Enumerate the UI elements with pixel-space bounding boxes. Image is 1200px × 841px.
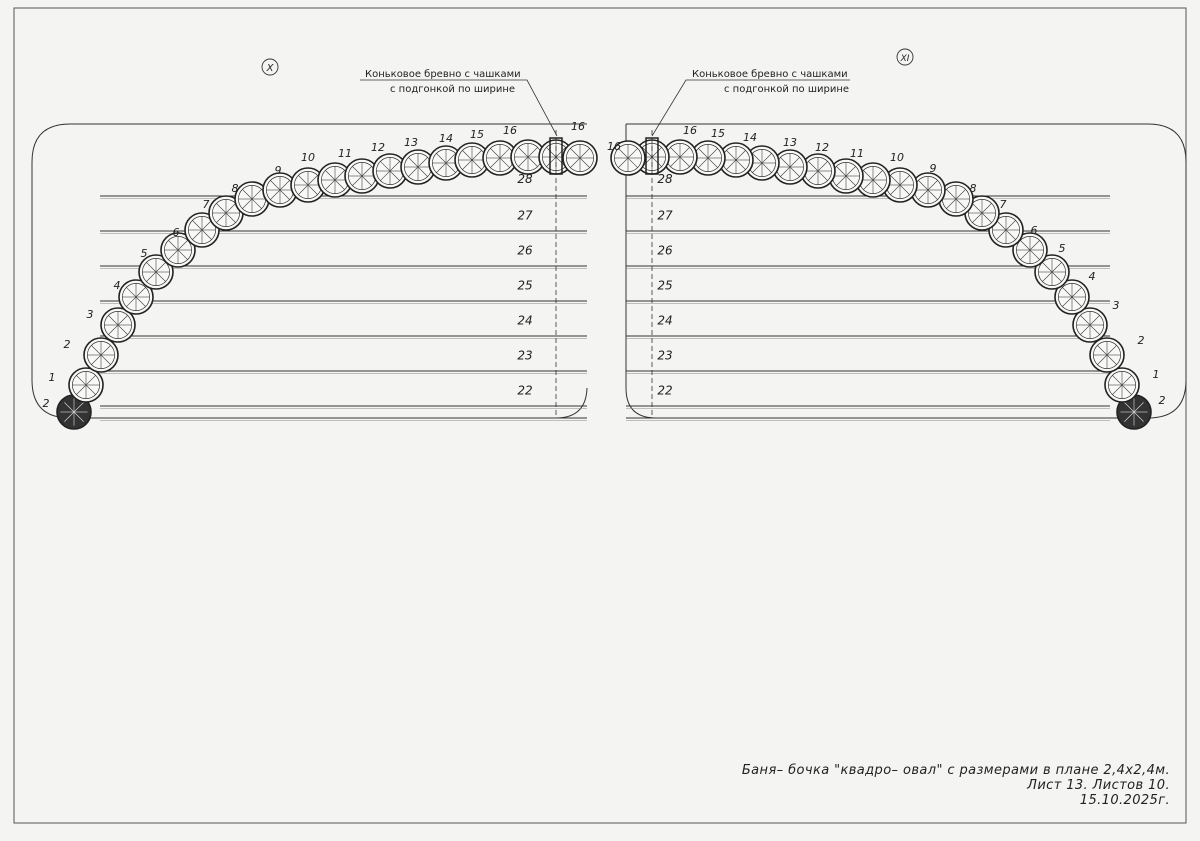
row-label: 26 (517, 243, 533, 258)
row-label: 28 (517, 172, 533, 186)
arc-number-label: 11 (850, 147, 864, 160)
arc-number-label: 15 (470, 128, 484, 141)
row-label: 27 (517, 208, 533, 223)
right-row-labels (657, 172, 673, 398)
row-label: 22 (517, 383, 533, 398)
row-label: 25 (657, 278, 673, 293)
arc-number-label: 7 (202, 198, 210, 211)
arc-number-label: 3 (86, 308, 94, 321)
arc-number-label: 9 (929, 162, 937, 175)
row-label: 23 (517, 348, 533, 363)
arc-number-label: 11 (338, 147, 352, 160)
arc-number-label: 16 (683, 124, 697, 137)
title-line-3: 15.10.2025г. (1079, 793, 1170, 808)
arc-number-label: 8 (969, 182, 977, 195)
arc-number-label: 14 (743, 131, 757, 144)
arc-number-label: 6 (172, 226, 180, 239)
right-callout-line2: с подгонкой по ширине (724, 84, 850, 95)
left-row-labels (517, 172, 533, 398)
row-label: 23 (657, 348, 673, 363)
arc-number-label: 16 (571, 120, 585, 133)
arc-number-label: 14 (439, 132, 453, 145)
title-line-1: Баня– бочка "квадро– овал" с размерами в плане 2,4х2,4м. (741, 763, 1170, 778)
right-callout-line1: Коньковое бревно с чашками (692, 69, 848, 80)
arc-number-label: 12 (815, 141, 829, 154)
right-view (607, 49, 1186, 429)
row-label: 22 (657, 383, 673, 398)
right-marker-label: XI (900, 54, 910, 64)
row-label: 24 (517, 313, 533, 328)
row-label: 27 (657, 208, 673, 223)
arc-number-label: 15 (711, 127, 725, 140)
left-callout-line2: с подгонкой по ширине (390, 84, 516, 95)
right-log-arc (611, 140, 1151, 429)
arc-number-label: 5 (1058, 242, 1066, 255)
arc-number-label: 12 (371, 141, 385, 154)
left-view (32, 59, 597, 429)
arc-number-label: 8 (231, 182, 239, 195)
row-label: 26 (657, 243, 673, 258)
row-label: 24 (657, 313, 673, 328)
arc-number-label: 16 (503, 124, 517, 137)
title-line-2: Лист 13. Листов 10. (1027, 778, 1170, 793)
arc-number-label: 4 (1088, 270, 1096, 283)
arc-number-label: 13 (783, 136, 797, 149)
arc-number-label: 16 (607, 140, 621, 153)
arc-number-label: 1 (1152, 368, 1160, 381)
arc-number-label: 6 (1030, 224, 1038, 237)
arc-number-label: 1 (48, 371, 56, 384)
arc-number-label: 10 (301, 151, 315, 164)
arc-number-label: 10 (890, 151, 904, 164)
title-block (650, 763, 1170, 808)
arc-number-label: 13 (404, 136, 418, 149)
arc-number-label: 4 (113, 279, 121, 292)
arc-number-label: 5 (140, 247, 148, 260)
arc-number-label: 3 (1112, 299, 1120, 312)
arc-number-label: 7 (999, 198, 1007, 211)
arc-number-label: 9 (274, 164, 282, 177)
arc-number-label: 2 (63, 338, 71, 351)
row-label: 28 (657, 172, 673, 186)
arc-number-label: 2 (1137, 334, 1145, 347)
arc-number-label: 2 (42, 397, 50, 410)
sheet-border (14, 8, 1186, 823)
left-log-arc (57, 140, 597, 429)
left-callout-line1: Коньковое бревно с чашками (365, 69, 521, 80)
row-label: 25 (517, 278, 533, 293)
arc-number-label: 2 (1158, 394, 1166, 407)
left-marker-label: X (266, 63, 274, 74)
